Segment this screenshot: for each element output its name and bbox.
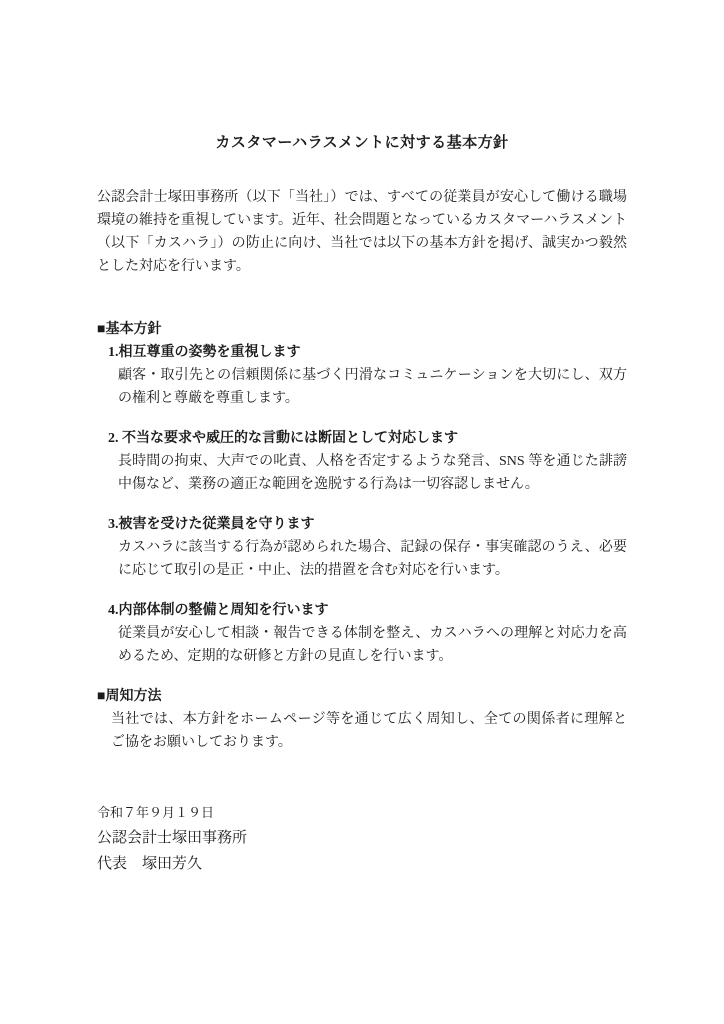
basic-policy-heading: ■基本方針 [97,322,162,337]
notification-heading: ■周知方法 [97,689,162,704]
notification-body: 当社では、本方針をホームページ等を通じて広く周知し、全ての関係者に理解とご協をお願いしております。 [111,712,627,750]
signature-block [97,800,627,877]
intro-paragraph: 公認会計士塚田事務所（以下「当社」）では、すべての従業員が安心して働ける職場環境の維持を重視しています。近年、社会問題となっているカスタマーハラスメント（以下「カスハラ」）の防止に向け、当社では以下の基本方針を掲げ、誠実かつ毅然とした対応を行います。 [97,190,627,274]
policy-item-2 [97,427,627,496]
policy-item-3 [97,513,627,582]
document-title: カスタマーハラスメントに対する基本方針 [215,135,509,151]
policy-item-1 [97,341,627,410]
policy-item-2-body: 長時間の拘束、大声での叱責、人格を否定するような発言、SNS 等を通じた誹謗中傷など、業務の適正な範囲を逸脱する行為は一切容認しません。 [118,454,627,492]
policy-item-3-body: カスハラに該当する行為が認められた場合、記録の保存・事実確認のうえ、必要に応じて取引の是正・中止、法的措置を含む対応を行います。 [118,540,627,578]
policy-item-4-body: 従業員が安心して相談・報告できる体制を整え、カスハラへの理解と対応力を高めるため、定期的な研修と方針の見直しを行います。 [118,626,627,664]
company-name: 公認会計士塚田事務所 [97,830,248,846]
section-notification-method [97,685,627,754]
policy-item-4-title: 4.内部体制の整備と周知を行います [108,603,329,618]
policy-item-1-body: 顧客・取引先との信頼関係に基づく円滑なコミュニケーションを大切にし、双方の権利と尊厳を尊重します。 [118,368,627,406]
section-basic-policy [97,318,627,668]
policy-item-2-title: 2. 不当な要求や威圧的な言動には断固として対応します [108,431,458,446]
policy-item-4 [97,599,627,668]
policy-item-3-title: 3.被害を受けた従業員を守ります [108,517,315,532]
policy-item-1-title: 1.相互尊重の姿勢を重視します [108,345,301,360]
document-date: 令和７年９月１９日 [97,805,215,820]
representative-name: 代表 塚田芳久 [97,856,203,872]
